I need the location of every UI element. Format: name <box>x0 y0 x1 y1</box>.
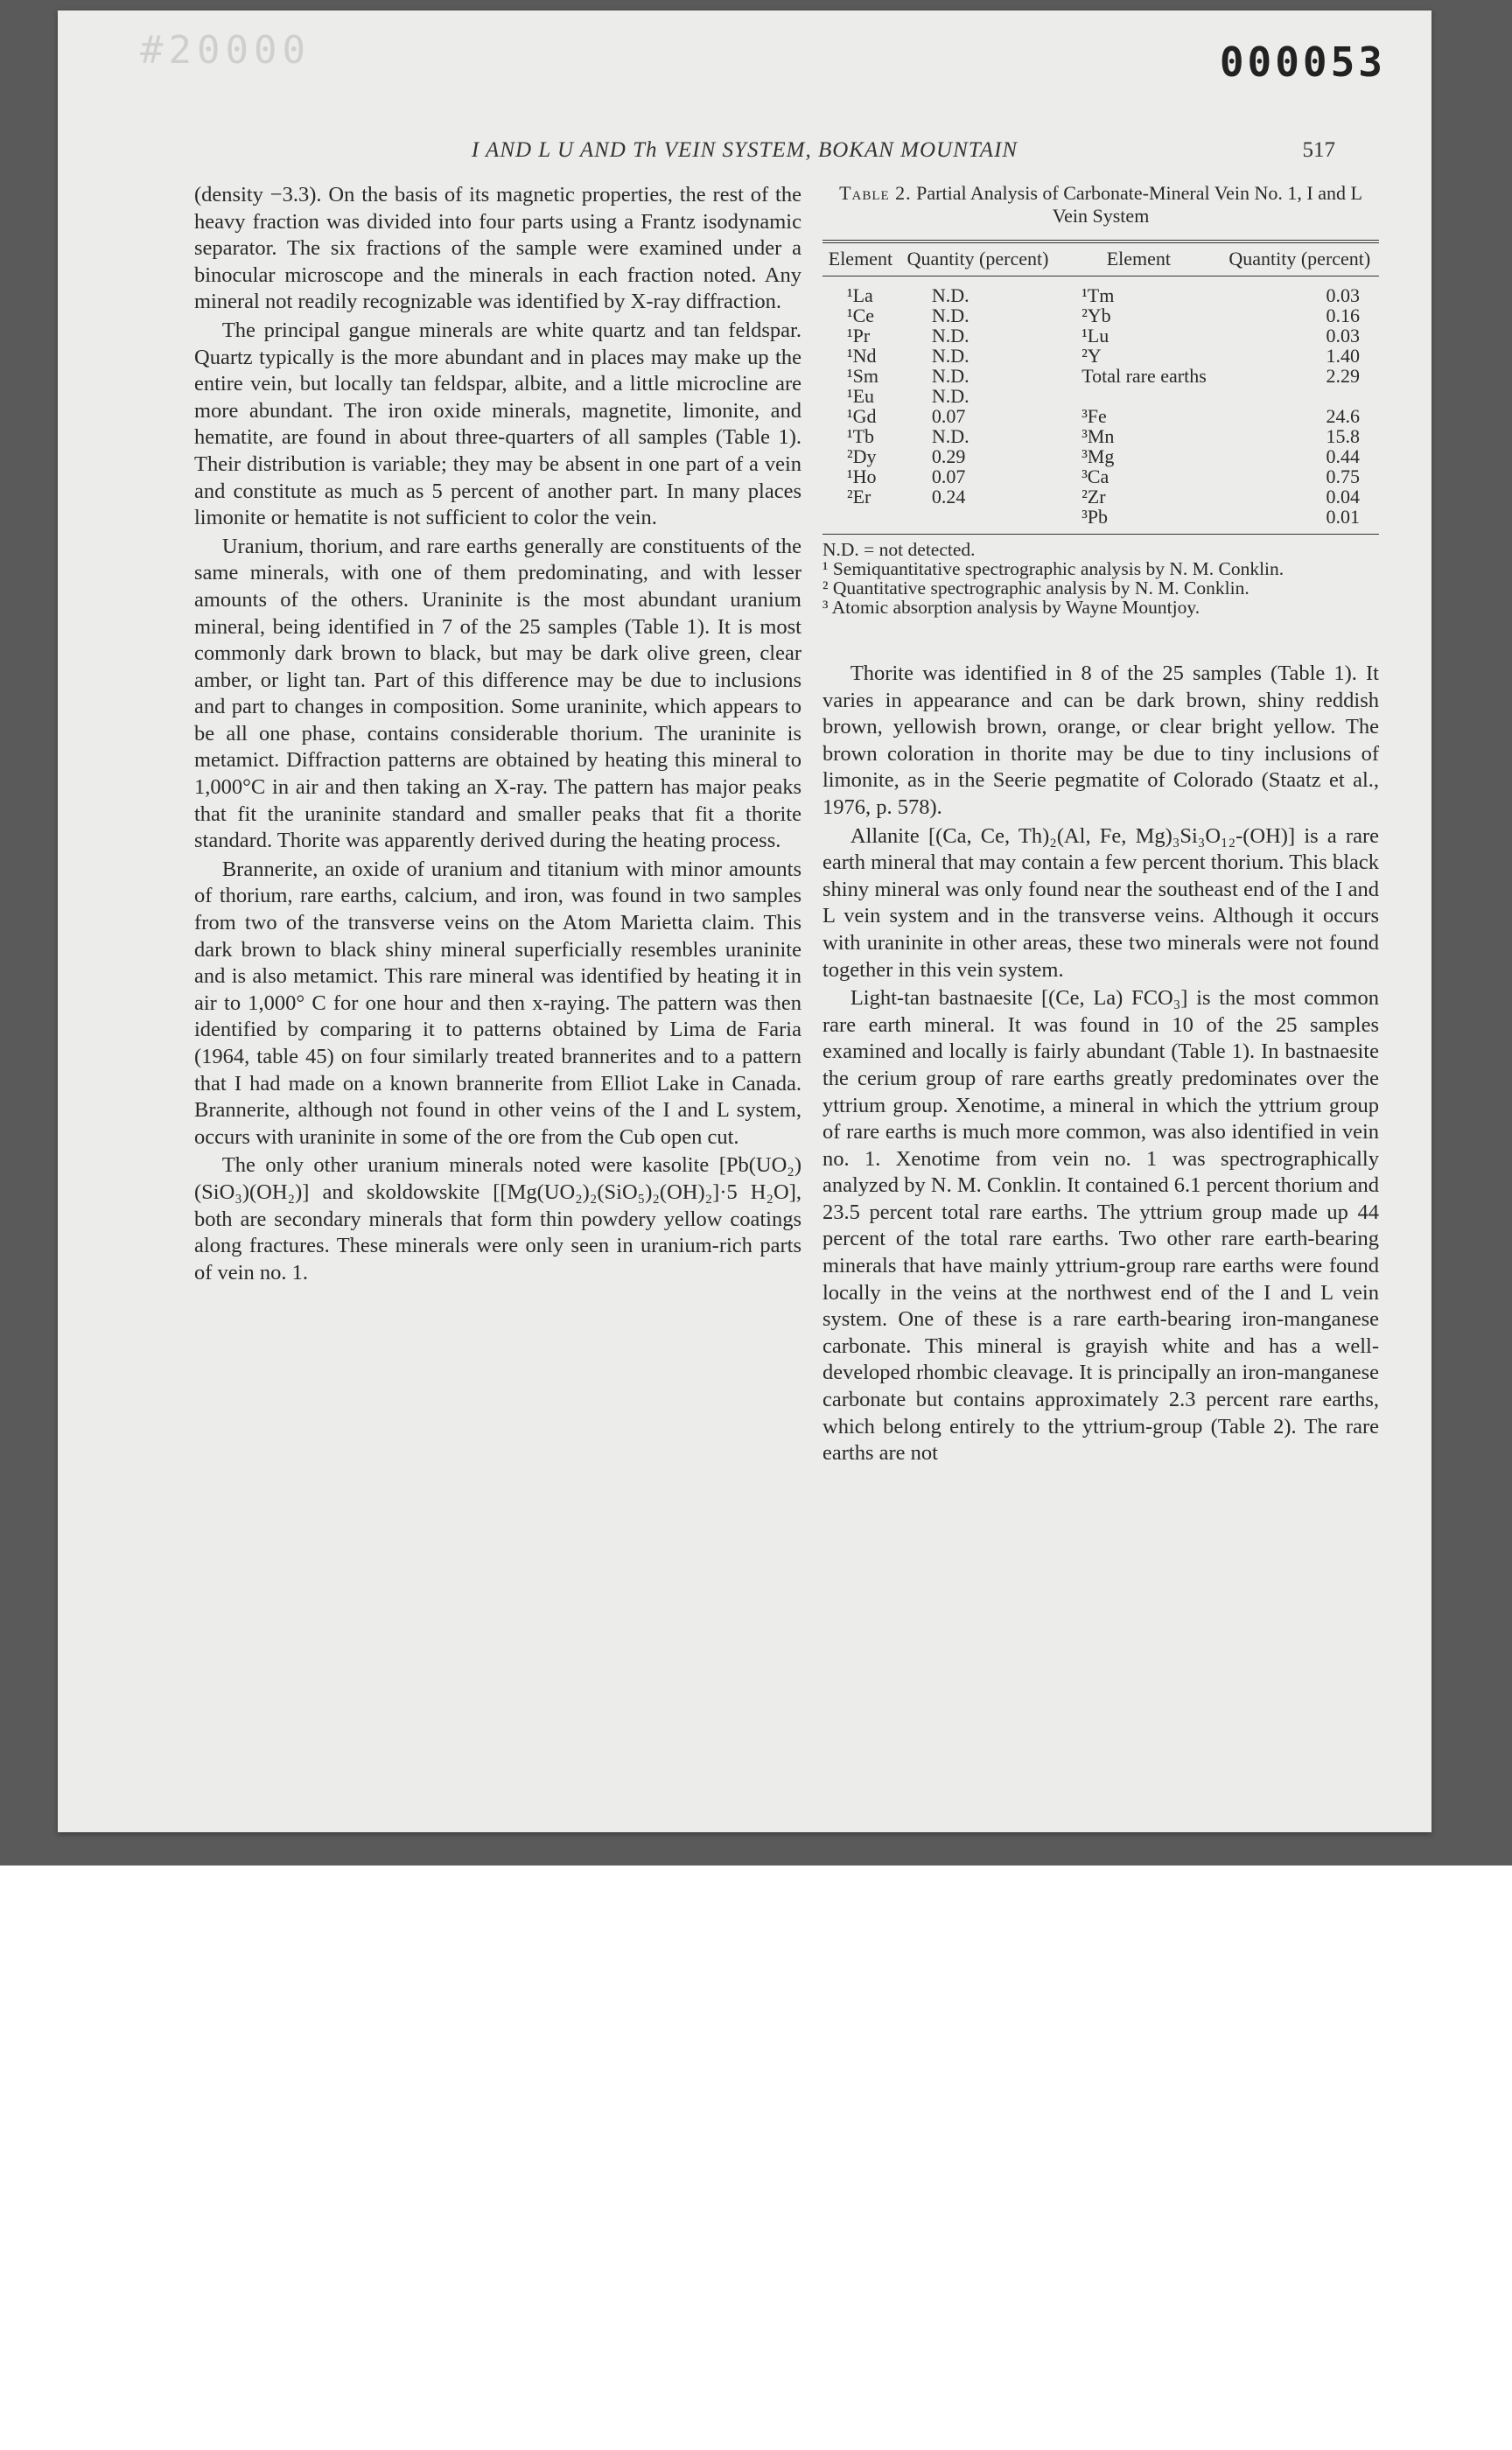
table-cell: 15.8 <box>1326 425 1360 447</box>
page-number: 517 <box>1302 138 1335 162</box>
table-header: Quantity (percent) <box>1228 248 1371 270</box>
table-cell <box>899 507 1057 535</box>
table-cell: ¹Eu <box>847 385 875 407</box>
table-cell: 0.04 <box>1326 486 1360 508</box>
table-cell: ¹Pr <box>847 325 871 346</box>
table-cell <box>1221 386 1379 406</box>
faint-stamp: #20000 <box>140 28 311 73</box>
table-cell: 0.01 <box>1326 506 1360 528</box>
table-cell: ¹Sm <box>847 365 878 387</box>
table-header: Element <box>828 248 893 270</box>
table-cell: 0.24 <box>931 486 966 508</box>
left-column <box>194 182 802 1288</box>
document-number-stamp: 000053 <box>1219 38 1386 86</box>
table-header: Quantity (percent) <box>906 248 1049 270</box>
analysis-table <box>822 240 1379 535</box>
table-row <box>822 507 1379 535</box>
table-row <box>822 466 1379 486</box>
table-body <box>822 276 1379 535</box>
table-footnotes <box>822 540 1379 617</box>
table-cell: N.D. <box>931 425 970 447</box>
table-row <box>822 486 1379 507</box>
paragraph: The only other uranium minerals noted were kasolite [Pb(UO₂)(SiO₃)(OH₂)] and skoldowskite [[Mg(UO₂)₂(SiO₅)₂(OH)₂]·5 H₂O], both are secondary minerals that form thin powdery yellow coatings along fractures. These minerals were only seen in uranium-rich parts of vein no. 1. <box>194 1153 802 1284</box>
table-cell: N.D. <box>931 385 970 407</box>
paragraph: Uranium, thorium, and rare earths generally are constituents of the same minerals, with one of them predominating, and with lesser amounts of the others. Uraninite is the most abundant uranium mineral, being identified in 7 of the 25 samples (Table 1). It is most commonly dark brown to black, but may be dark olive green, clear amber, or light tan. Part of this difference may be due to inclusions and part to changes in composition. Some uraninite, which appears to be all one phase, contains considerable thorium. The uraninite is metamict. Diffraction patterns are obtained by heating this mineral to 1,000°C in air and then taking an X-ray. The pattern has major peaks that fit the uraninite standard and smaller peaks that fit a thorite standard. Thorite was apparently derived during the heating process. <box>194 534 802 853</box>
table-cell: ²Zr <box>1082 486 1106 508</box>
table-cell: 0.07 <box>931 466 966 487</box>
running-title: I AND L U AND Th VEIN SYSTEM, BOKAN MOUNTAIN <box>471 138 1018 162</box>
table-row <box>822 326 1379 346</box>
table-cell: 0.44 <box>1326 445 1360 467</box>
table-cell: ²Y <box>1082 345 1102 367</box>
paragraph: Allanite [(Ca, Ce, Th)₂(Al, Fe, Mg)₃Si₃O₁₂-(OH)] is a rare earth mineral that may contain a few percent thorium. This black shiny mineral was only found near the southeast end of the I and L vein system and in the transverse veins. Although it occurs with uraninite in other areas, these two minerals were not found together in this vein system. <box>822 823 1379 982</box>
table-cell: Total rare earths <box>1082 365 1207 387</box>
table-cell: ²Er <box>847 486 872 508</box>
table-cell: ¹Tm <box>1082 284 1115 306</box>
paragraph: Thorite was identified in 8 of the 25 samples (Table 1). It varies in appearance and can be dark brown, shiny reddish brown, yellowish brown, orange, or clear bright yellow. The brown coloration in thorite may be due to tiny inclusions of limonite, as in the Seerie pegmatite of Colorado (Staatz et al., 1976, p. 578). <box>822 662 1379 819</box>
paragraph: The principal gangue minerals are white quartz and tan feldspar. Quartz typically is the more abundant and in places may make up the entire vein, but locally tan feldspar, albite, and a little microcline are more abundant. The iron oxide minerals, magnetite, limonite, and hematite, are found in about three-quarters of all samples (Table 1). Their distribution is variable; they may be absent in one part of a vein and constitute as much as 5 percent of another part. In many places limonite or hematite is not sufficient to color the vein. <box>194 318 802 530</box>
table-cell: 0.29 <box>931 445 966 467</box>
footnote: ² Quantitative spectrographic analysis by N. M. Conklin. <box>822 578 1250 598</box>
table-cell <box>1057 386 1220 406</box>
footnote: ¹ Semiquantitative spectrographic analysis by N. M. Conklin. <box>822 558 1284 579</box>
table-cell: ¹Tb <box>847 425 875 447</box>
table-cell: 1.40 <box>1326 345 1360 367</box>
table-cell: ³Mg <box>1082 445 1115 467</box>
table-row <box>822 426 1379 446</box>
table-row <box>822 406 1379 426</box>
table-row <box>822 366 1379 386</box>
table-title: Partial Analysis of Carbonate-Mineral Vein No. 1, I and L Vein System <box>916 182 1362 227</box>
table-cell: N.D. <box>931 365 970 387</box>
table-cell: 0.03 <box>1326 325 1360 346</box>
table-cell: ¹Gd <box>847 405 877 427</box>
right-column <box>822 182 1379 1469</box>
table-label: Table 2. <box>839 182 912 204</box>
table-row <box>822 305 1379 326</box>
paragraph: Light-tan bastnaesite [(Ce, La) FCO₃] is the most common rare earth mineral. It was found in 10 of the 25 samples examined and locally is fairly abundant (Table 1). In bastnaesite the cerium group of rare earths greatly predominates over the yttrium group. Xenotime, a mineral in which the yttrium group of rare earths is much more common, was also identified in vein no. 1. Xenotime from vein no. 1 was spectrographically analyzed by N. M. Conklin. It contained 6.1 percent thorium and 23.5 percent total rare earths. The yttrium group made up 44 percent of the total rare earths. Two other rare earth-bearing minerals that have mainly yttrium-group rare earths were found locally in the veins at the northwest end of the I and L vein system. One of these is a rare earth-bearing iron-manganese carbonate. This mineral is grayish white and has a well-developed rhombic cleavage. It is principally an iron-manganese carbonate but contains approximately 2.3 percent rare earths, which belong entirely to the yttrium-group (Table 2). The rare earths are not <box>822 986 1379 1466</box>
table-row <box>822 346 1379 366</box>
table-row <box>822 446 1379 466</box>
table-cell: ¹La <box>847 284 873 306</box>
table-row <box>822 386 1379 406</box>
table-cell: ¹Nd <box>847 345 877 367</box>
table-2 <box>822 182 1379 617</box>
table-cell: 2.29 <box>1326 365 1360 387</box>
table-header: Element <box>1106 248 1172 270</box>
table-cell: 0.07 <box>931 405 966 427</box>
table-cell: ¹Lu <box>1082 325 1110 346</box>
table-cell: N.D. <box>931 304 970 326</box>
table-cell: 0.75 <box>1326 466 1360 487</box>
table-cell: ³Ca <box>1082 466 1110 487</box>
table-cell <box>822 507 899 535</box>
table-row <box>822 276 1379 306</box>
table-cell: 0.16 <box>1326 304 1360 326</box>
table-cell: ³Pb <box>1082 506 1109 528</box>
table-caption <box>822 182 1379 228</box>
table-cell: N.D. <box>931 345 970 367</box>
footnote: ³ Atomic absorption analysis by Wayne Mountjoy. <box>822 597 1200 618</box>
table-cell: ²Yb <box>1082 304 1111 326</box>
table-cell: ³Mn <box>1082 425 1115 447</box>
table-cell: ³Fe <box>1082 405 1107 427</box>
table-cell: 24.6 <box>1326 405 1360 427</box>
table-cell: 0.03 <box>1326 284 1360 306</box>
table-cell: ¹Ho <box>847 466 877 487</box>
table-cell: ²Dy <box>847 445 877 467</box>
table-cell: ¹Ce <box>847 304 875 326</box>
paragraph: Brannerite, an oxide of uranium and titanium with minor amounts of thorium, rare earths, calcium, and iron, was found in two samples from two of the transverse veins on the Atom Marietta claim. This dark brown to black shiny mineral superficially resembles uraninite and is also metamict. This rare mineral was identified by heating it in air to 1,000° C for one hour and then x-raying. The pattern was then identified by comparing it to patterns obtained by Lima de Faria (1964, table 45) on four similarly treated brannerites and to a pattern that I had made on a known brannerite from Elliot Lake in Canada. Brannerite, although not found in other veins of the I and L system, occurs with uraninite in some of the ore from the Cub open cut. <box>194 857 802 1149</box>
table-cell: N.D. <box>931 284 970 306</box>
table-cell: N.D. <box>931 325 970 346</box>
paragraph: (density −3.3). On the basis of its magnetic properties, the rest of the heavy fraction was divided into four parts using a Frantz isodynamic separator. The six fractions of the sample were examined under a binocular microscope and the minerals in each fraction noted. Any mineral not readily recognizable was identified by X-ray diffraction. <box>194 183 802 314</box>
document-page <box>58 10 1432 1832</box>
footnote: N.D. = not detected. <box>822 539 976 560</box>
